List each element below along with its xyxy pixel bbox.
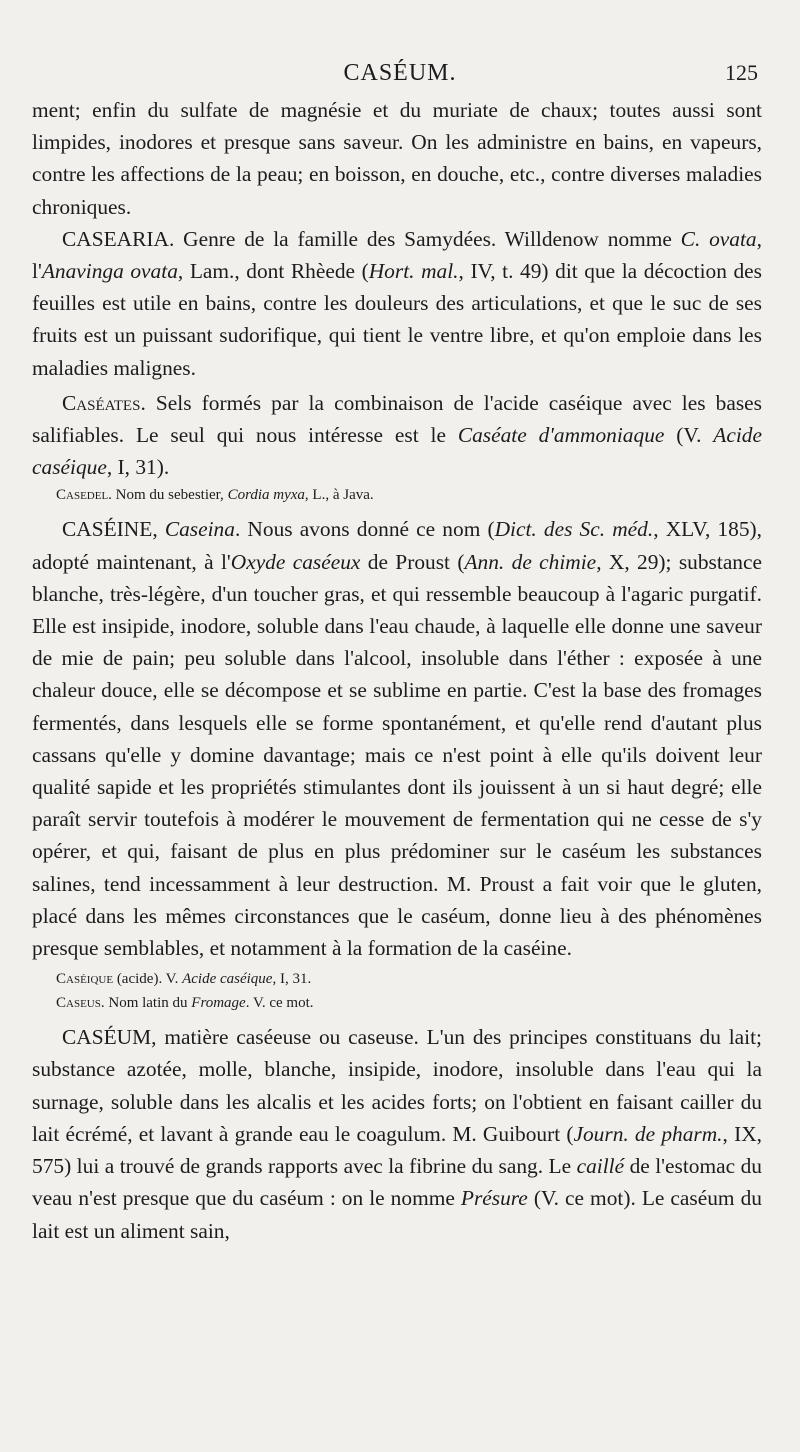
entry-text: Genre de la famille des Samydées. Willdenow nomme	[174, 226, 681, 251]
entry-italic: Caséate d'ammoniaque	[457, 423, 665, 448]
entry-text: Nom latin du	[104, 995, 192, 1012]
entry-italic: Ann. de chimie	[464, 549, 597, 574]
entry-headword: Caseus.	[56, 995, 105, 1012]
entry-text: , Lam., dont Rhèede (	[177, 259, 369, 284]
entry-text: Sels formés par la combinaison de l'acide caséique avec les bases salifiables. Le seul qui nous intéresse est le	[32, 390, 762, 448]
entry-text: (V. ce mot). Le caséum du lait est un aliment sain,	[32, 1186, 762, 1243]
entry-text: (V.	[664, 423, 714, 448]
entry-text	[158, 517, 165, 541]
entry-italic: caillé	[576, 1154, 625, 1179]
entry-italic: Caseina	[164, 517, 235, 542]
entry-text: , X, 29); substance blanche, très-légère, d'un toucher gras, et qui ressemble beaucoup à l'agaric purgatif. Elle est insipide, inodore, soluble dans l'eau chaude, à laquelle elle donne une saveur de mie de pain; peu soluble dans l'alcool, insoluble dans l'éther : exposée à une chaleur douce, elle se décompose et se sublime en partie. C'est la base des fromages fermentés, dans lesquels elle se forme spontanément, et qu'elle rend d'autant plus cassans qu'elle y domine davantage; mais ce n'est point à elle qu'ils doivent leur qualité sapide et les propriétés stimulantes dont ils jouissent à un si haut degré; elle paraît servir toutefois à modérer le mouvement de fermentation qui ne cesse de s'y opérer, et qui, faisant de plus en plus prédominer sur le caséum les substances salines, tend incessamment à leur destruction. M. Proust a fait voir que le gluten, placé dans les mêmes circonstances que le caséum, donne lieu à des phénomènes presque semblables, et notamment à la formation de la caséine.	[32, 549, 762, 961]
entry-casedel	[32, 483, 762, 507]
entry-text: de l'estomac du veau n'est presque que du caséum : on le nomme	[32, 1154, 762, 1211]
entry-italic: Fromage	[191, 995, 246, 1012]
entry-italic: Cordia myxa	[227, 487, 305, 504]
entry-caseum	[32, 1021, 762, 1246]
entry-text: , XLV, 185), adopté maintenant, à l'	[32, 517, 762, 574]
entry-italic: Journ. de pharm.	[573, 1121, 723, 1146]
entry-text: , I, 31).	[106, 455, 170, 480]
entry-caseique	[32, 967, 762, 991]
page-title: CASÉUM.	[343, 60, 457, 86]
entry-italic: Acide caséique	[182, 971, 273, 988]
entry-text: , l'	[32, 226, 762, 284]
entry-text: de Proust (	[360, 549, 465, 574]
entry-caseates	[32, 387, 762, 484]
entry-caseine	[32, 513, 762, 964]
page-number: 125	[725, 60, 758, 85]
entry-headword: CASÉINE,	[62, 517, 158, 542]
entry-text: , L., à Java.	[304, 487, 374, 504]
entry-headword: Caséates.	[62, 390, 146, 415]
entry-italic: C. ovata	[680, 226, 757, 251]
body-text	[32, 94, 762, 1247]
entry-italic: Anavinga ovata	[41, 259, 178, 284]
entry-italic: Acide caséique	[32, 423, 762, 480]
entry-text: (acide). V.	[113, 971, 183, 988]
entry-italic: Dict. des Sc. méd.	[494, 517, 654, 542]
entry-headword: CASÉUM	[62, 1025, 152, 1050]
entry-text: , I, 31.	[272, 971, 312, 988]
paragraph-continuation	[32, 94, 762, 223]
entry-italic: Hort. mal.	[368, 259, 459, 284]
entry-text: , IX, 575) lui a trouvé de grands rapports avec la fibrine du sang. Le	[32, 1121, 762, 1179]
paragraph-text: ment; enfin du sulfate de magnésie et du muriate de chaux; toutes aussi sont limpides, inodores et presque sans saveur. On les administre en bains, en vapeurs, contre les affections de la peau; en boisson, en douche, etc., contre diverses maladies chroniques.	[32, 98, 762, 219]
entry-headword: CASEARIA.	[62, 226, 175, 251]
entry-italic: Oxyde caséeux	[230, 549, 361, 574]
entry-italic: Présure	[460, 1186, 528, 1211]
entry-caseus	[32, 991, 762, 1015]
running-head	[0, 56, 800, 90]
entry-text: . Nous avons donné ce nom (	[234, 517, 495, 542]
entry-headword: Caséique	[56, 971, 114, 988]
entry-casearia	[32, 223, 762, 384]
entry-text: , IV, t. 49) dit que la décoction des feuilles est utile en bains, contre les douleurs des articulations, et que le suc de ses fruits est un puissant sudorifique, qui tient le ventre libre, et qu'on emploie dans les maladies malignes.	[32, 259, 762, 380]
entry-text: Nom du sebestier,	[111, 487, 228, 504]
entry-text: , matière caséeuse ou caseuse. L'un des principes constituans du lait; substance azotée, molle, blanche, insipide, inodore, insoluble dans l'eau qui la surnage, soluble dans les alcalis et les acides forts; on l'obtient en faisant cailler du lait écrémé, et lavant à grande eau le coagulum. M. Guibourt (	[32, 1025, 762, 1146]
entry-headword: Casedel.	[56, 487, 112, 504]
entry-text: . V. ce mot.	[245, 995, 314, 1012]
